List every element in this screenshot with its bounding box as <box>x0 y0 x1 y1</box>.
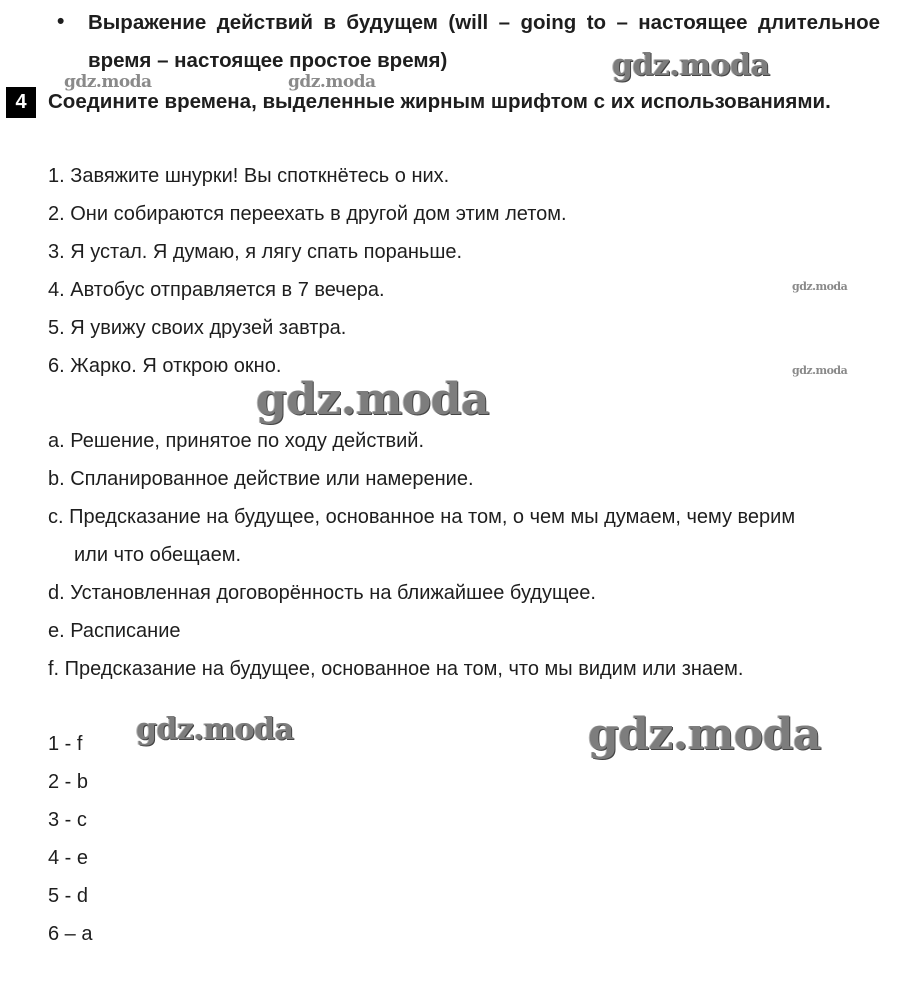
use-item-f: f. Предсказание на будущее, основанное на том, что мы видим или знаем. <box>48 658 744 680</box>
sentence-item: 6. Жарко. Я открою окно. <box>48 355 282 377</box>
use-item-e: e. Расписание <box>48 620 181 642</box>
watermark-logo: gdz.moda <box>792 280 848 293</box>
sentence-item: 3. Я устал. Я думаю, я лягу спать пораньше. <box>48 241 463 263</box>
answer-item: 1 - f <box>48 733 83 755</box>
watermark-logo: gdz.moda <box>64 72 152 92</box>
watermark-logo: gdz.moda <box>136 712 294 747</box>
task-number-badge: 4 <box>6 87 36 118</box>
answer-item: 5 - d <box>48 885 89 907</box>
use-item-d: d. Установленная договорённость на ближайшее будущее. <box>48 582 596 604</box>
bullet-dot-icon: • <box>57 10 65 33</box>
answer-item: 3 - c <box>48 809 87 831</box>
answer-item: 4 - e <box>48 847 89 869</box>
answer-item: 6 – a <box>48 923 93 945</box>
watermark-logo: gdz.moda <box>256 374 490 425</box>
sentence-item: 5. Я увижу своих друзей завтра. <box>48 317 347 339</box>
watermark-logo: gdz.moda <box>612 48 770 83</box>
use-item-a: a. Решение, принятое по ходу действий. <box>48 430 425 452</box>
use-item-b: b. Спланированное действие или намерение. <box>48 468 474 490</box>
bullet-text: Выражение действий в будущем (will – going to – настоящее длительное время – настоящее простое время) <box>88 11 880 72</box>
sentence-list <box>48 157 888 385</box>
sentence-item: 4. Автобус отправляется в 7 вечера. <box>48 279 385 301</box>
watermark-logo: gdz.moda <box>792 364 848 377</box>
sentence-item: 1. Завяжите шнурки! Вы споткнётесь о них. <box>48 165 450 187</box>
watermark-logo: gdz.moda <box>288 72 376 92</box>
use-item-c: c. Предсказание на будущее, основанное на том, о чем мы думаем, чему верим <box>48 506 796 528</box>
uses-list <box>48 422 888 688</box>
answer-list <box>48 725 92 953</box>
task-title: Соедините времена, выделенные жирным шрифтом с их использованиями. <box>48 90 831 113</box>
use-item-c-continued: или что обещаем. <box>74 544 242 566</box>
answer-item: 2 - b <box>48 771 89 793</box>
sentence-item: 2. Они собираются переехать в другой дом этим летом. <box>48 203 567 225</box>
watermark-logo: gdz.moda <box>588 709 822 760</box>
